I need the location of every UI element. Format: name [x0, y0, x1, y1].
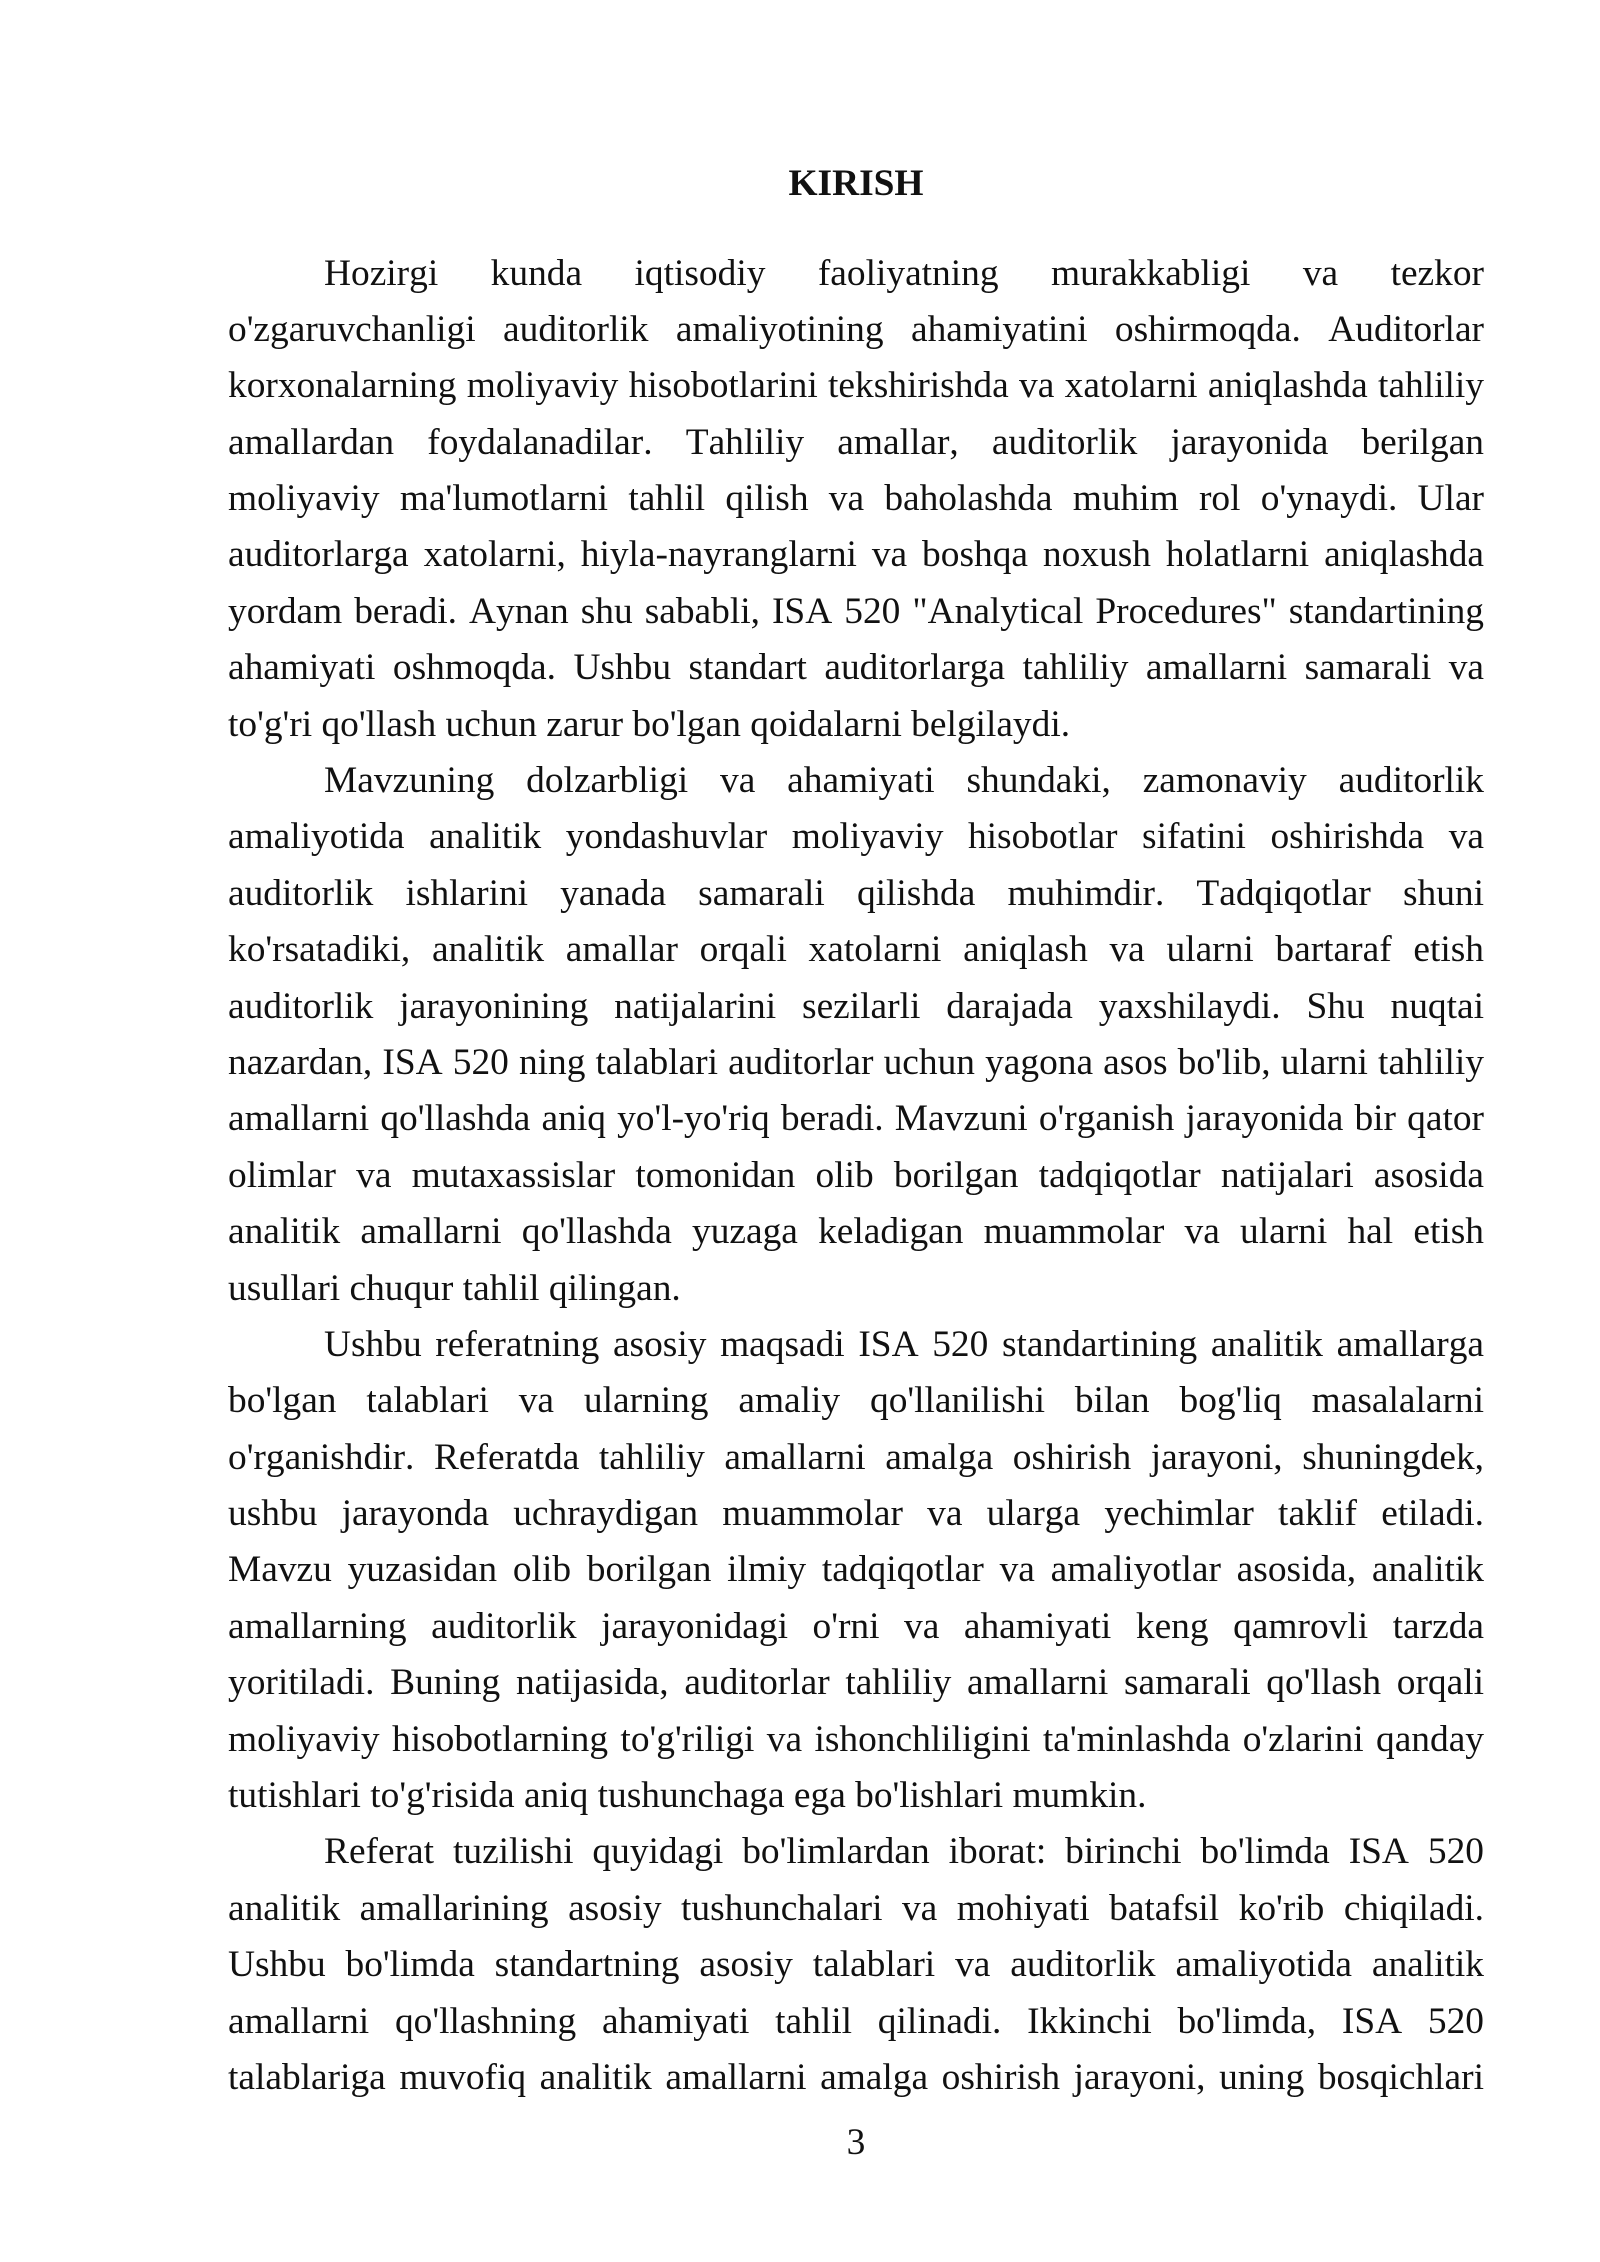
section-title: KIRISH	[788, 163, 924, 204]
paragraph-line: yordam beradi. Aynan shu sababli, ISA 520 "Analytical Procedures" standartining	[228, 590, 1484, 632]
paragraph-line: Mavzuning dolzarbligi va ahamiyati shundaki, zamonaviy auditorlik	[324, 760, 1484, 802]
paragraph-line: to'g'ri qo'llash uchun zarur bo'lgan qoidalarni belgilaydi.	[228, 703, 1071, 745]
paragraph-line: Referat tuzilishi quyidagi bo'limlardan iborat: birinchi bo'limda ISA 520	[324, 1831, 1484, 1873]
paragraph-line: analitik amallarni qo'llashda yuzaga keladigan muammolar va ularni hal etish	[228, 1211, 1484, 1253]
paragraph-line: korxonalarning moliyaviy hisobotlarini tekshirishda va xatolarni aniqlashda tahliliy	[228, 365, 1484, 407]
paragraph-line: analitik amallarining asosiy tushunchalari va mohiyati batafsil ko'rib chiqiladi.	[228, 1887, 1484, 1929]
paragraph-line: ushbu jarayonda uchraydigan muammolar va ularga yechimlar taklif etiladi.	[228, 1493, 1484, 1535]
paragraph-2	[228, 753, 1484, 1317]
paragraph-line: ko'rsatadiki, analitik amallar orqali xatolarni aniqlash va ularni bartaraf etish	[228, 929, 1484, 971]
paragraph-line: talablariga muvofiq analitik amallarni amalga oshirish jarayoni, uning bosqichlari	[228, 2057, 1484, 2098]
paragraph-line: o'zgaruvchanligi auditorlik amaliyotining ahamiyatini oshirmoqda. Auditorlar	[228, 308, 1484, 350]
paragraph-line: auditorlik ishlarini yanada samarali qilishda muhimdir. Tadqiqotlar shuni	[228, 872, 1484, 914]
paragraph-line: amaliyotida analitik yondashuvlar moliyaviy hisobotlar sifatini oshirishda va	[228, 816, 1484, 858]
paragraph-3	[228, 1317, 1484, 1825]
paragraph-line: nazardan, ISA 520 ning talablari auditorlar uchun yagona asos bo'lib, ularni tahliliy	[228, 1041, 1484, 1083]
paragraph-4	[228, 1824, 1484, 2106]
paragraph-line: Mavzu yuzasidan olib borilgan ilmiy tadqiqotlar va amaliyotlar asosida, analitik	[228, 1549, 1484, 1591]
paragraph-line: amallardan foydalanadilar. Tahliliy amallar, auditorlik jarayonida berilgan	[228, 421, 1484, 463]
paragraph-line: Hozirgi kunda iqtisodiy faoliyatning murakkabligi va tezkor	[324, 252, 1484, 294]
paragraph-line: bo'lgan talablari va ularning amaliy qo'llanilishi bilan bog'liq masalalarni	[228, 1380, 1484, 1422]
paragraph-line: usullari chuqur tahlil qilingan.	[228, 1267, 681, 1309]
paragraph-line: auditorlarga xatolarni, hiyla-nayranglarni va boshqa noxush holatlarni aniqlashda	[228, 534, 1484, 576]
paragraph-line: Ushbu referatning asosiy maqsadi ISA 520 standartining analitik amallarga	[324, 1323, 1484, 1365]
paragraph-1	[228, 246, 1484, 754]
paragraph-line: o'rganishdir. Referatda tahliliy amallarni amalga oshirish jarayoni, shuningdek,	[228, 1436, 1484, 1478]
paragraph-line: ahamiyati oshmoqda. Ushbu standart auditorlarga tahliliy amallarni samarali va	[228, 647, 1484, 689]
paragraph-line: auditorlik jarayonining natijalarini sezilarli darajada yaxshilaydi. Shu nuqtai	[228, 985, 1484, 1027]
paragraph-line: moliyaviy ma'lumotlarni tahlil qilish va baholashda muhim rol o'ynaydi. Ular	[228, 478, 1484, 520]
paragraph-line: moliyaviy hisobotlarning to'g'riligi va ishonchliligini ta'minlashda o'zlarini qanday	[228, 1718, 1484, 1760]
paragraph-line: olimlar va mutaxassislar tomonidan olib borilgan tadqiqotlar natijalari asosida	[228, 1154, 1484, 1196]
paragraph-line: tutishlari to'g'risida aniq tushunchaga ega bo'lishlari mumkin.	[228, 1775, 1147, 1817]
paragraph-line: yoritiladi. Buning natijasida, auditorlar tahliliy amallarni samarali qo'llash orqali	[228, 1662, 1484, 1704]
paragraph-line: amallarni qo'llashda aniq yo'l-yo'riq beradi. Mavzuni o'rganish jarayonida bir qator	[228, 1098, 1484, 1140]
page-number: 3	[846, 2122, 866, 2163]
paragraph-line: amallarni qo'llashning ahamiyati tahlil qilinadi. Ikkinchi bo'limda, ISA 520	[228, 2000, 1484, 2042]
document-body	[228, 246, 1484, 2107]
paragraph-line: Ushbu bo'limda standartning asosiy talablari va auditorlik amaliyotida analitik	[228, 1944, 1484, 1986]
paragraph-line: amallarning auditorlik jarayonidagi o'rni va ahamiyati keng qamrovli tarzda	[228, 1605, 1484, 1647]
